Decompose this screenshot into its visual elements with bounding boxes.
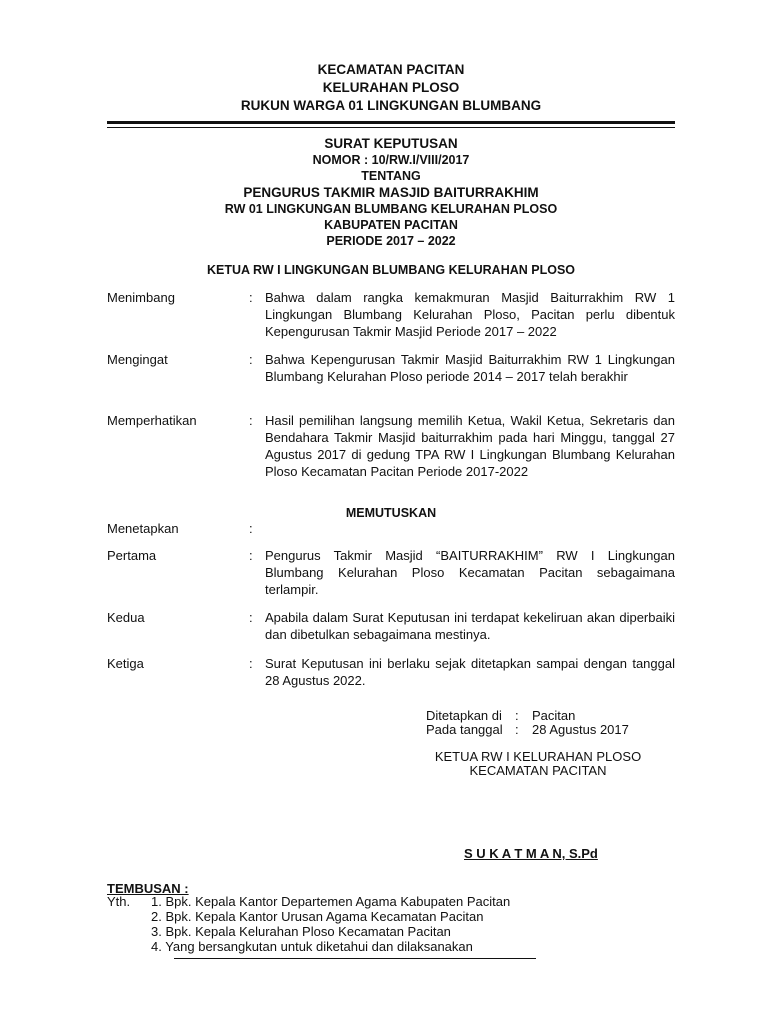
- kedua-colon: :: [249, 610, 253, 625]
- letterhead-line-1: KECAMATAN PACITAN: [317, 62, 465, 77]
- signatory-name: S U K A T M A N, S.Pd: [464, 846, 598, 861]
- enacted-date-colon: :: [515, 722, 519, 737]
- decision-heading: MEMUTUSKAN: [345, 506, 437, 520]
- signatory-title-1: KETUA RW I KELURAHAN PLOSO: [434, 749, 642, 764]
- letterhead-rule-thin: [107, 127, 675, 128]
- footer-rule: [174, 958, 536, 959]
- kedua-label: Kedua: [107, 610, 145, 625]
- pertama-label: Pertama: [107, 548, 157, 563]
- enacted-date-value: 28 Agustus 2017: [532, 722, 629, 737]
- issuer-heading: KETUA RW I LINGKUNGAN BLUMBANG KELURAHAN PLOSO: [206, 263, 576, 277]
- cc-heading: TEMBUSAN :: [107, 881, 189, 896]
- enacted-date-label: Pada tanggal: [426, 722, 503, 737]
- ketiga-label: Ketiga: [107, 656, 144, 671]
- cc-prefix: Yth.: [107, 894, 131, 909]
- ketiga-text: Surat Keputusan ini berlaku sejak ditetapkan sampai dengan tanggal 28 Agustus 2022.: [265, 656, 675, 688]
- cc-item-4: 4. Yang bersangkutan untuk diketahui dan dilaksanakan: [151, 939, 473, 954]
- letterhead-line-2: KELURAHAN PLOSO: [322, 80, 460, 95]
- doc-subject-3: KABUPATEN PACITAN: [324, 218, 458, 232]
- menimbang-label: Menimbang: [107, 290, 175, 305]
- menimbang-colon: :: [249, 290, 253, 305]
- doc-period: PERIODE 2017 – 2022: [326, 234, 456, 248]
- menetapkan-colon: :: [249, 521, 253, 536]
- doc-subject-1: PENGURUS TAKMIR MASJID BAITURRAKHIM: [243, 185, 539, 200]
- mengingat-label: Mengingat: [107, 352, 168, 367]
- cc-item-2: 2. Bpk. Kepala Kantor Urusan Agama Kecamatan Pacitan: [151, 909, 484, 924]
- enacted-place-label: Ditetapkan di: [426, 708, 502, 723]
- cc-item-3: 3. Bpk. Kepala Kelurahan Ploso Kecamatan Pacitan: [151, 924, 451, 939]
- ketiga-colon: :: [249, 656, 253, 671]
- enacted-place-value: Pacitan: [532, 708, 576, 723]
- mengingat-colon: :: [249, 352, 253, 367]
- mengingat-text: Bahwa Kepengurusan Takmir Masjid Baiturrakhim RW 1 Lingkungan Blumbang Kelurahan Ploso periode 2014 – 2017 telah berakhir: [265, 352, 675, 384]
- memperhatikan-label: Memperhatikan: [107, 413, 197, 428]
- doc-type: SURAT KEPUTUSAN: [324, 136, 458, 151]
- memperhatikan-colon: :: [249, 413, 253, 428]
- menimbang-text: Bahwa dalam rangka kemakmuran Masjid Baiturrakhim RW 1 Lingkungan Blumbang Kelurahan Ploso, Pacitan perlu dibentuk Kepengurusan Takmir Masjid Periode 2017 – 2022: [265, 290, 675, 339]
- doc-subject-2: RW 01 LINGKUNGAN BLUMBANG KELURAHAN PLOSO: [224, 202, 558, 216]
- enacted-place-colon: :: [515, 708, 519, 723]
- doc-number: NOMOR : 10/RW.I/VIII/2017: [312, 153, 470, 167]
- signatory-title-2: KECAMATAN PACITAN: [469, 763, 607, 778]
- doc-about: TENTANG: [361, 169, 421, 183]
- pertama-text: Pengurus Takmir Masjid “BAITURRAKHIM” RW I Lingkungan Blumbang Kelurahan Ploso Kecamatan Pacitan sebagaimana terlampir.: [265, 548, 675, 597]
- kedua-text: Apabila dalam Surat Keputusan ini terdapat kekeliruan akan diperbaiki dan dibetulkan sebagaimana mestinya.: [265, 610, 675, 642]
- cc-item-1: 1. Bpk. Kepala Kantor Departemen Agama Kabupaten Pacitan: [151, 894, 511, 909]
- memperhatikan-text: Hasil pemilihan langsung memilih Ketua, Wakil Ketua, Sekretaris dan Bendahara Takmir Masjid baiturrakhim pada hari Minggu, tanggal 27 Agustus 2017 di gedung TPA RW I Lingkungan Blumbang Kelurahan Ploso Kecamatan Pacitan Periode 2017-2022: [265, 413, 675, 479]
- menetapkan-label: Menetapkan: [107, 521, 179, 536]
- pertama-colon: :: [249, 548, 253, 563]
- letterhead-line-3: RUKUN WARGA 01 LINGKUNGAN BLUMBANG: [240, 98, 542, 113]
- letterhead-rule-thick: [107, 121, 675, 124]
